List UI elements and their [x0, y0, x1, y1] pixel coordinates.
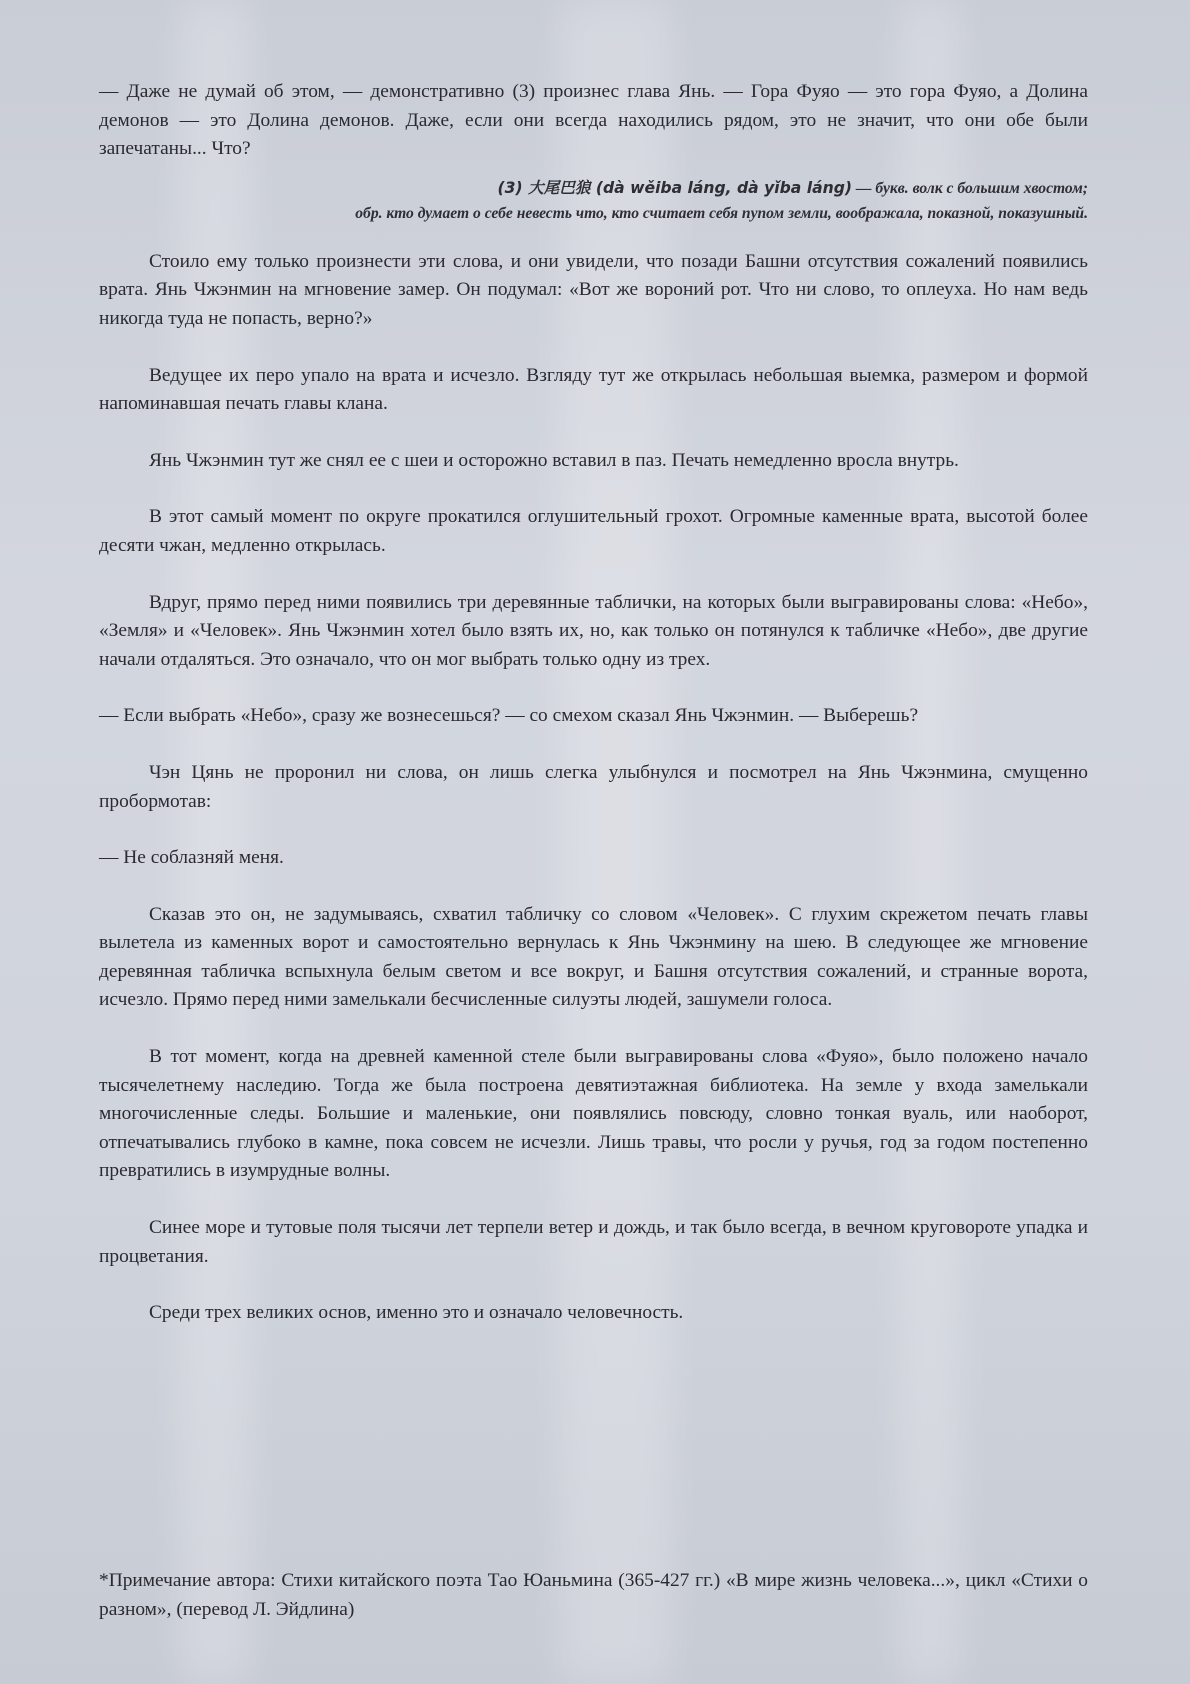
paragraph: В этот самый момент по округе прокатился оглушительный грохот. Огромные каменные врата, высотой более десяти чжан, медленно открылась.	[99, 506, 1088, 556]
footnote-term: (3) 大尾巴狼 (dà wěiba láng, dà yǐba láng)	[497, 178, 853, 197]
footnote-line-1	[99, 176, 1088, 201]
paragraph: Сказав это он, не задумываясь, схватил табличку со словом «Человек». С глухим скрежетом печать главы вылетела из каменных ворот и самостоятельно вернулась к Янь Чжэнмину на шею. В следующее же мгновение деревянная табличка вспыхнула белым светом и все вокруг, и Башня отсутствия сожалений, и странные ворота, исчезло. Прямо перед ними замелькали бесчисленные силуэты людей, зашумели голоса.	[99, 903, 1088, 1011]
paragraph: Вдруг, прямо перед ними появились три деревянные таблички, на которых были выгравированы слова: «Небо», «Земля» и «Человек». Янь Чжэнмин хотел было взять их, но, как только он потянулся к табличке «Небо», две другие начали отдаляться. Это означало, что он мог выбрать только одну из трех.	[99, 591, 1088, 670]
paragraph: Ведущее их перо упало на врата и исчезло. Взгляду тут же открылась небольшая выемка, размером и формой напоминавшая печать главы клана.	[99, 364, 1088, 415]
author-note: *Примечание автора: Стихи китайского поэта Тао Юаньмина (365-427 гг.) «В мире жизнь человека...», цикл «Стихи о разном», (перевод Л. Эйдлина)	[99, 1570, 1088, 1620]
footnote-definition: — букв. волк с большим хвостом;	[852, 179, 1088, 197]
paragraph: Чэн Цянь не проронил ни слова, он лишь слегка улыбнулся и посмотрел на Янь Чжэнмина, смущенно пробормотав:	[99, 761, 1088, 812]
paragraph: — Даже не думай об этом, — демонстративно (3) произнес глава Янь. — Гора Фуяо — это гора Фуяо, а Долина демонов — это Долина демонов. Даже, если они всегда находились рядом, это не значит, что они обе были запечатаны... Что?	[99, 81, 1088, 160]
paragraph: — Если выбрать «Небо», сразу же вознесешься? — со смехом сказал Янь Чжэнмин. — Выберешь?	[99, 705, 919, 727]
paragraph: Стоило ему только произнести эти слова, и они увидели, что позади Башни отсутствия сожалений появились врата. Янь Чжэнмин на мгновение замер. Он подумал: «Вот же вороний рот. Что ни слово, то оплеуха. Но нам ведь никогда туда не попасть, верно?»	[99, 250, 1088, 329]
paragraph: — Не соблазняй меня.	[99, 847, 284, 869]
paragraph: Янь Чжэнмин тут же снял ее с шеи и осторожно вставил в паз. Печать немедленно вросла внутрь.	[149, 449, 959, 471]
document-page	[99, 78, 1088, 1328]
footnote	[99, 176, 1088, 226]
paragraph: Синее море и тутовые поля тысячи лет терпели ветер и дождь, и так было всегда, в вечном круговороте упадка и процветания.	[99, 1217, 1088, 1267]
paragraph: В тот момент, когда на древней каменной стеле были выгравированы слова «Фуяо», было положено начало тысячелетнему наследию. Тогда же была построена девятиэтажная библиотека. На земле у входа замелькали многочисленные следы. Большие и маленькие, они появлялись повсюду, словно тонкая вуаль, или наоборот, отпечатывались глубоко в камне, пока совсем не исчезли. Лишь травы, что росли у ручья, год за годом постепенно превратились в изумрудные волны.	[99, 1046, 1088, 1182]
paragraph: Среди трех великих основ, именно это и означало человечность.	[149, 1302, 684, 1324]
footnote-line-2: обр. кто думает о себе невесть что, кто считает себя пупом земли, воображала, показной, показушный.	[355, 204, 1088, 222]
